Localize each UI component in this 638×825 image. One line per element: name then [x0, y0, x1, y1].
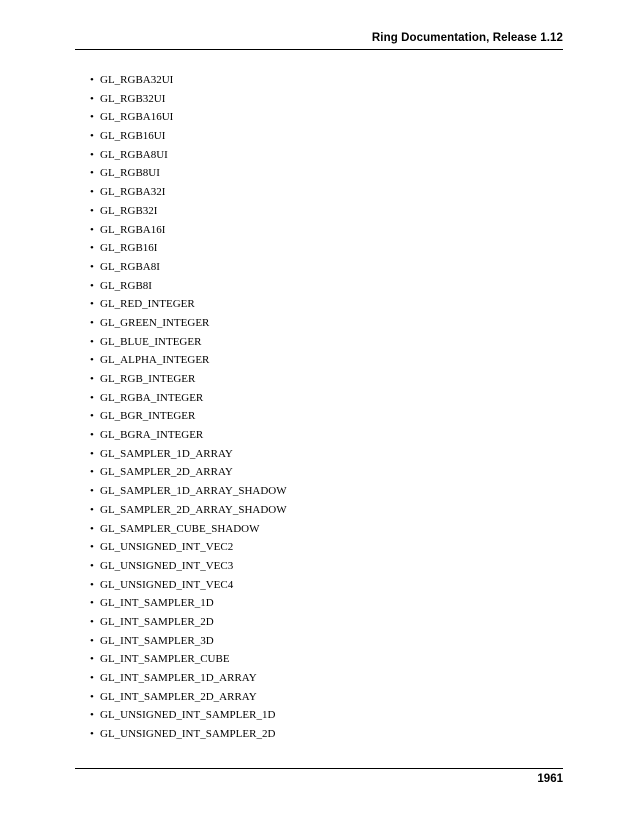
list-item [90, 127, 287, 146]
list-item [90, 351, 287, 370]
bullet-icon: • [90, 111, 94, 124]
list-item [90, 389, 287, 408]
list-item-text: GL_INT_SAMPLER_1D_ARRAY [100, 672, 257, 684]
bullet-icon: • [90, 503, 94, 516]
bullet-icon: • [90, 466, 94, 479]
list-item-text: GL_RGBA16I [100, 223, 166, 236]
list-item-text: GL_UNSIGNED_INT_SAMPLER_2D [100, 728, 276, 741]
bullet-icon: • [90, 167, 94, 180]
list-item [90, 258, 287, 277]
list-item [90, 632, 287, 651]
list-item-text: GL_RGB32I [100, 204, 158, 217]
list-item-text: GL_UNSIGNED_INT_VEC4 [100, 578, 234, 591]
bullet-icon: • [90, 148, 94, 161]
list-item [90, 557, 287, 576]
bullet-icon: • [90, 223, 94, 236]
constant-list [90, 71, 287, 744]
list-item [90, 370, 287, 389]
list-item-text: GL_RGBA32UI [100, 74, 174, 86]
list-item-text: GL_GREEN_INTEGER [100, 316, 210, 329]
bullet-icon: • [90, 672, 94, 684]
list-item [90, 239, 287, 258]
list-item [90, 463, 287, 482]
list-item [90, 407, 287, 426]
bullet-icon: • [90, 447, 94, 460]
bullet-icon: • [90, 728, 94, 741]
list-item-text: GL_RED_INTEGER [100, 298, 195, 311]
list-item [90, 706, 287, 725]
list-item [90, 538, 287, 557]
list-item-text: GL_RGB_INTEGER [100, 373, 196, 385]
list-item [90, 202, 287, 221]
bullet-icon: • [90, 204, 94, 217]
bullet-icon: • [90, 242, 94, 255]
list-item [90, 314, 287, 333]
list-item-text: GL_RGBA_INTEGER [100, 391, 204, 404]
list-item-text: GL_RGB16I [100, 242, 158, 255]
bullet-icon: • [90, 279, 94, 292]
bullet-icon: • [90, 709, 94, 722]
list-item [90, 277, 287, 296]
bullet-icon: • [90, 410, 94, 423]
running-header-title: Ring Documentation, Release 1.12 [371, 32, 563, 44]
list-item-text: GL_UNSIGNED_INT_VEC2 [100, 541, 234, 554]
list-item-text: GL_RGBA16UI [100, 111, 174, 124]
bullet-icon: • [90, 354, 94, 367]
list-item [90, 333, 287, 352]
list-item [90, 295, 287, 314]
list-item [90, 445, 287, 464]
list-item [90, 725, 287, 744]
list-item [90, 108, 287, 127]
bullet-icon: • [90, 373, 94, 385]
bullet-icon: • [90, 615, 94, 628]
list-item [90, 650, 287, 669]
list-item-text: GL_SAMPLER_1D_ARRAY [100, 447, 233, 460]
list-item-text: GL_RGB8UI [100, 167, 160, 180]
bullet-icon: • [90, 429, 94, 442]
bullet-icon: • [90, 335, 94, 348]
bullet-icon: • [90, 653, 94, 666]
list-item [90, 164, 287, 183]
list-item-text: GL_RGB8I [100, 279, 152, 292]
list-item-text: GL_INT_SAMPLER_3D [100, 634, 214, 647]
list-item-text: GL_UNSIGNED_INT_VEC3 [100, 559, 234, 572]
list-item [90, 576, 287, 595]
list-item [90, 183, 287, 202]
header-rule [75, 49, 563, 50]
list-item-text: GL_INT_SAMPLER_2D [100, 615, 214, 628]
list-item-text: GL_RGB16UI [100, 130, 166, 143]
list-item-text: GL_ALPHA_INTEGER [100, 354, 210, 367]
list-item-text: GL_RGB32UI [100, 92, 166, 105]
list-item-text: GL_RGBA32I [100, 186, 166, 199]
bullet-icon: • [90, 597, 94, 610]
list-item-text: GL_BLUE_INTEGER [100, 335, 202, 348]
list-item-text: GL_SAMPLER_CUBE_SHADOW [100, 522, 260, 535]
list-item-text: GL_BGRA_INTEGER [100, 429, 204, 442]
list-item [90, 669, 287, 688]
list-item-text: GL_SAMPLER_2D_ARRAY [100, 466, 233, 479]
bullet-icon: • [90, 316, 94, 329]
list-item [90, 613, 287, 632]
list-item [90, 426, 287, 445]
list-item-text: GL_INT_SAMPLER_2D_ARRAY [100, 690, 257, 703]
list-item [90, 688, 287, 707]
list-item-text: GL_SAMPLER_2D_ARRAY_SHADOW [100, 503, 287, 516]
bullet-icon: • [90, 260, 94, 273]
bullet-icon: • [90, 634, 94, 647]
list-item [90, 90, 287, 109]
bullet-icon: • [90, 391, 94, 404]
list-item-text: GL_INT_SAMPLER_1D [100, 597, 214, 610]
list-item [90, 221, 287, 240]
list-item [90, 520, 287, 539]
page-number: 1961 [537, 773, 563, 785]
bullet-icon: • [90, 186, 94, 199]
bullet-icon: • [90, 578, 94, 591]
list-item-text: GL_RGBA8I [100, 260, 160, 273]
list-item-text: GL_BGR_INTEGER [100, 410, 196, 423]
list-item-text: GL_UNSIGNED_INT_SAMPLER_1D [100, 709, 276, 722]
bullet-icon: • [90, 130, 94, 143]
list-item [90, 482, 287, 501]
bullet-icon: • [90, 485, 94, 498]
bullet-icon: • [90, 74, 94, 86]
list-item [90, 594, 287, 613]
list-item [90, 71, 287, 90]
list-item [90, 146, 287, 165]
bullet-icon: • [90, 541, 94, 554]
footer-rule [75, 768, 563, 769]
list-item-text: GL_INT_SAMPLER_CUBE [100, 653, 230, 666]
list-item-text: GL_SAMPLER_1D_ARRAY_SHADOW [100, 485, 287, 498]
bullet-icon: • [90, 298, 94, 311]
bullet-icon: • [90, 522, 94, 535]
list-item-text: GL_RGBA8UI [100, 148, 168, 161]
list-item [90, 501, 287, 520]
bullet-icon: • [90, 690, 94, 703]
bullet-icon: • [90, 92, 94, 105]
bullet-icon: • [90, 559, 94, 572]
